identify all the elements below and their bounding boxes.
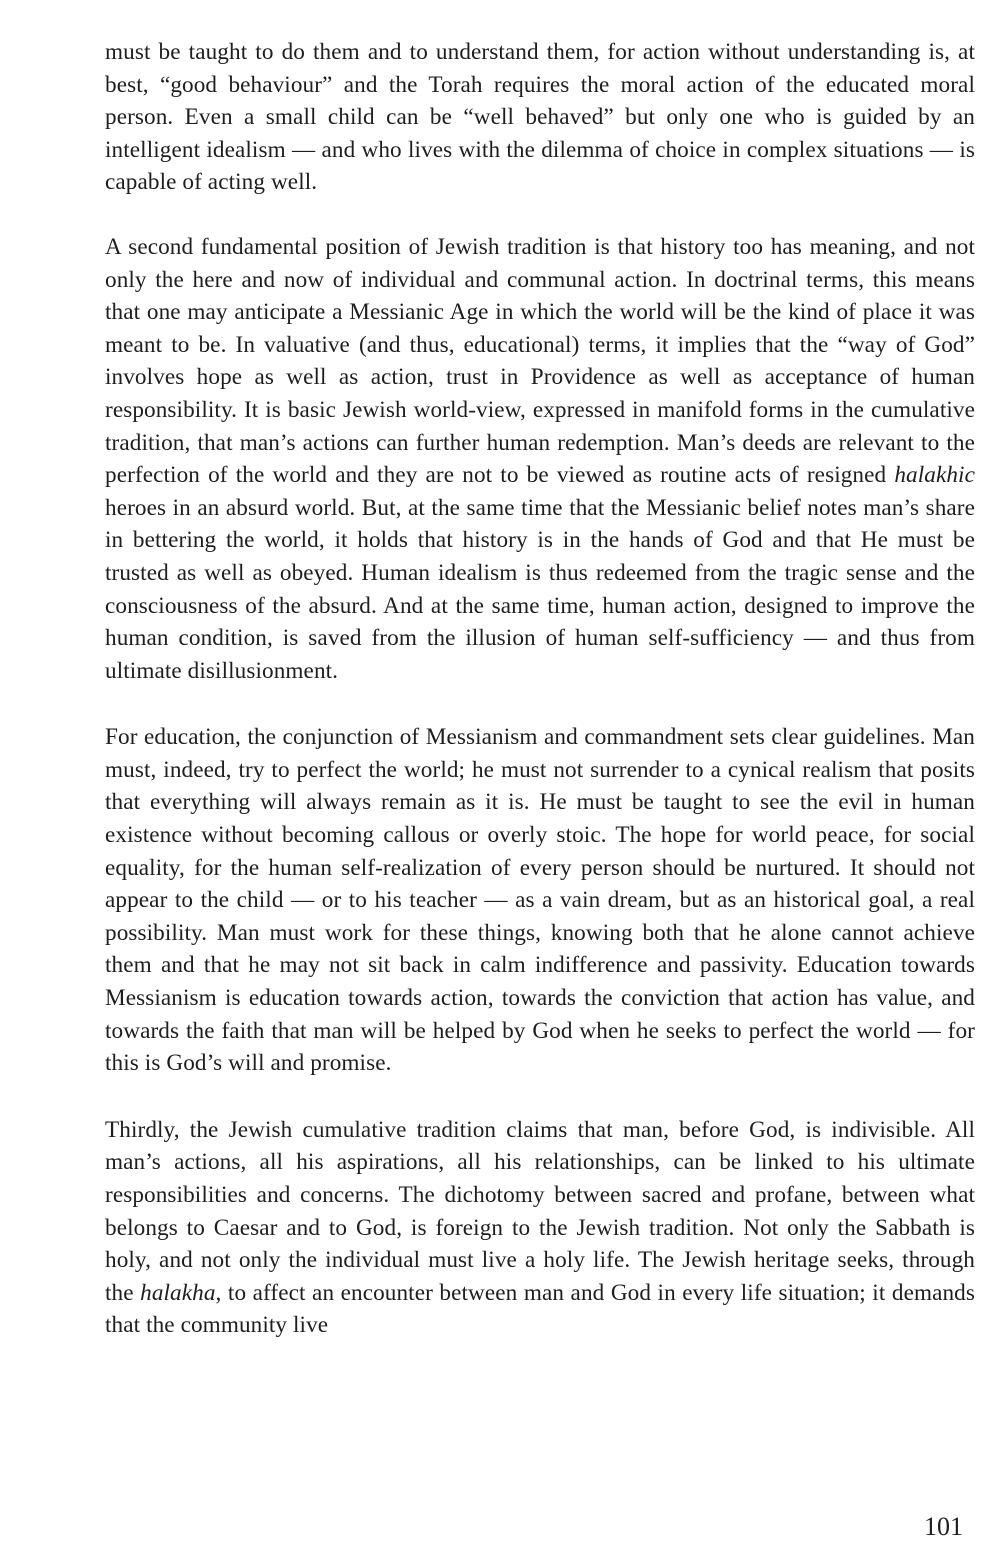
page-number: 101 [924,1512,963,1541]
italic-term-halakhic: halakhic [894,462,975,489]
paragraph-1-text: must be taught to do them and to understand them, for action without understanding is, at best, “good behaviour” and the Torah requires the moral action of the educated moral person. Even a small child can be “well behaved” but only one who is guided by an intelligent idealism — and who lives with the dilemma of choice in complex situations — is capable of acting well. [105,39,975,196]
paragraph-2 [105,231,975,687]
paragraph-2-text-b: heroes in an absurd world. But, at the same time that the Messianic belief notes man’s share in bettering the world, it holds that history is in the hands of God and that He must be trusted as well as obeyed. Human idealism is thus redeemed from the tragic sense and the consciousness of the absurd. And at the same time, human action, designed to improve the human condition, is saved from the illusion of human self-sufficiency — and thus from ultimate disillusionment. [105,494,975,684]
paragraph-4 [105,1114,975,1342]
paragraph-1 [105,36,975,199]
paragraph-4-text-a: Thirdly, the Jewish cumulative tradition claims that man, before God, is indivisible. All man’s actions, all his aspirations, all his relationships, can be linked to his ultimate responsibilities and concerns. The dichotomy between sacred and profane, between what belongs to Caesar and to God, is foreign to the Jewish tradition. Not only the Sabbath is holy, and not only the individual must live a holy life. The Jewish heritage seeks, through the [105,1116,975,1306]
paragraph-3 [105,721,975,1080]
paragraph-3-text: For education, the conjunction of Messianism and commandment sets clear guidelines. Man must, indeed, try to perfect the world; he must not surrender to a cynical realism that posits that everything will always remain as it is. He must be taught to see the evil in human existence without becoming callous or overly stoic. The hope for world peace, for social equality, for the human self-realization of every person should be nurtured. It should not appear to the child — or to his teacher — as a vain dream, but as an historical goal, a real possibility. Man must work for these things, knowing both that he alone cannot achieve them and that he may not sit back in calm indifference and passivity. Education towards Messianism is education towards action, towards the conviction that action has value, and towards the faith that man will be helped by God when he seeks to perfect the world — for this is God’s will and promise. [105,724,975,1077]
page-body [105,36,975,1342]
italic-term-halakha: halakha [140,1279,216,1306]
paragraph-2-text-a: A second fundamental position of Jewish tradition is that history too has meaning, and not only the here and now of individual and communal action. In doctrinal terms, this means that one may anticipate a Messianic Age in which the world will be the kind of place it was meant to be. In valuative (and thus, educational) terms, it implies that the “way of God” involves hope as well as action, trust in Providence as well as acceptance of human responsibility. It is basic Jewish world-view, expressed in manifold forms in the cumulative tradition, that man’s actions can further human redemption. Man’s deeds are relevant to the perfection of the world and they are not to be viewed as routine acts of resigned [105,233,975,489]
paragraph-4-text-b: , to affect an encounter between man and God in every life situation; it demands that the community live [105,1279,975,1339]
